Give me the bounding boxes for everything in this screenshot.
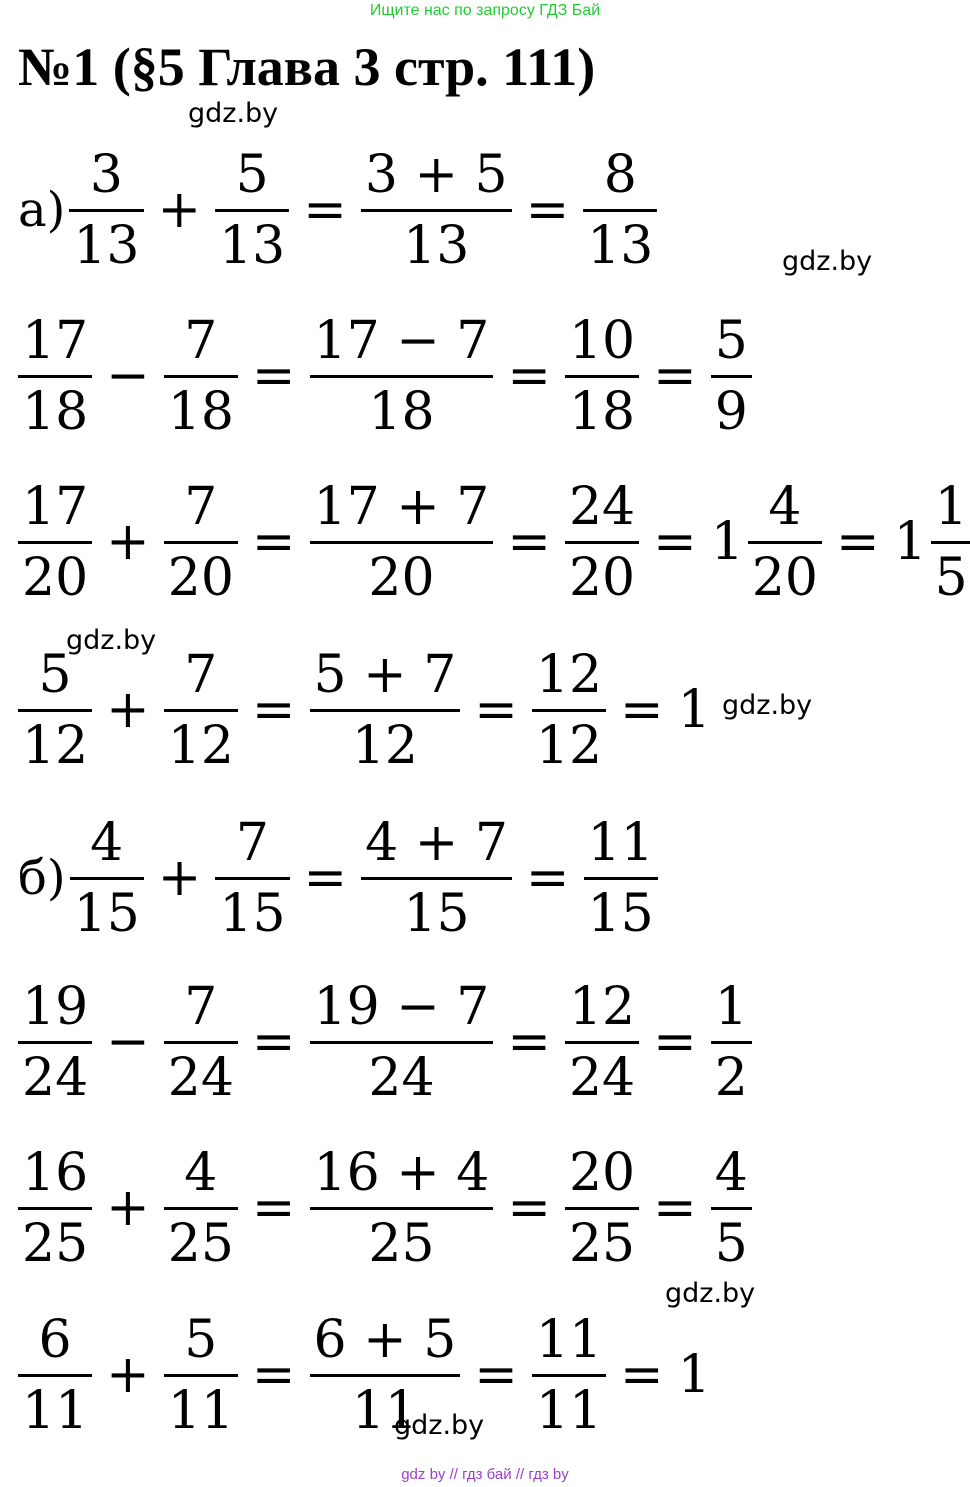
numerator: 6 + 5 [313,1309,457,1370]
equals-sign: = [251,1012,296,1072]
denominator: 12 [535,715,603,776]
equals-sign: = [525,848,570,908]
result-value: 1 [677,680,711,740]
denominator: 11 [167,1380,234,1441]
denominator: 20 [568,547,636,608]
numerator: 19 − 7 [313,976,490,1037]
fraction [565,476,639,608]
fraction [310,476,494,608]
denominator: 11 [535,1380,603,1441]
fraction [310,310,494,442]
denominator: 11 [351,1380,418,1441]
numerator: 3 + 5 [364,144,508,205]
watermark: gdz.by [188,98,279,129]
numerator: 24 [568,476,636,537]
watermark: gdz.by [665,1278,756,1309]
operator: + [157,848,202,908]
numerator: 20 [568,1142,636,1203]
denominator: 25 [368,1213,435,1274]
equals-sign: = [507,1178,551,1238]
fraction [361,812,512,944]
numerator: 17 [22,476,89,537]
numerator: 4 + 7 [365,812,508,873]
watermark: gdz.by [782,246,873,277]
denominator: 12 [351,715,418,776]
equals-sign: = [507,1012,551,1072]
equals-sign: = [507,512,551,572]
fraction [18,1142,92,1274]
numerator: 12 [535,644,603,705]
result-value: 1 [677,1345,711,1405]
equation-row [18,306,752,446]
fraction [584,812,658,944]
equals-sign: = [303,848,348,908]
top-banner: Ищите нас по запросу ГДЗ Бай [369,2,601,19]
fraction [164,310,238,442]
numerator: 4 [90,812,124,873]
fraction [164,644,238,776]
watermark: gdz.by [722,690,813,721]
fraction [532,644,606,776]
numerator: 11 [587,812,654,873]
equals-sign: = [251,1345,296,1405]
denominator: 13 [587,215,654,276]
numerator: 5 [184,1309,218,1370]
fraction [310,1142,494,1274]
numerator: 7 [235,812,269,873]
denominator: 15 [73,883,140,944]
fraction [18,644,92,776]
denominator: 25 [22,1213,89,1274]
denominator: 15 [403,883,470,944]
numerator: 5 [714,310,748,371]
numerator: 16 [22,1142,89,1203]
equals-sign: = [251,680,296,740]
denominator: 20 [751,547,818,608]
numerator: 11 [535,1309,603,1370]
part-label: а) [18,182,66,238]
denominator: 15 [219,883,286,944]
denominator: 20 [167,547,234,608]
equals-sign: = [507,346,551,406]
equals-sign: = [653,1012,697,1072]
denominator: 12 [167,715,234,776]
fraction [69,144,143,276]
equals-sign: = [653,1178,697,1238]
equals-sign: = [620,680,664,740]
operator: + [106,680,150,740]
numerator: 8 [603,144,637,205]
numerator: 5 [235,144,269,205]
numerator: 5 [38,644,72,705]
numerator: 10 [568,310,636,371]
denominator: 18 [167,381,234,442]
denominator: 2 [714,1047,748,1108]
fraction [310,976,494,1108]
part-label: б) [18,850,66,906]
fraction [565,1142,639,1274]
numerator: 1 [714,976,748,1037]
watermark: gdz.by [394,1410,485,1441]
equals-sign: = [474,1345,518,1405]
numerator: 4 [714,1142,748,1203]
equation-row [18,808,658,948]
denominator: 12 [22,715,89,776]
numerator: 19 [22,976,89,1037]
equation-row [18,472,970,612]
denominator: 20 [22,547,89,608]
equals-sign: = [620,1345,664,1405]
fraction [361,144,512,276]
numerator: 17 + 7 [313,476,490,537]
fraction [215,144,289,276]
equals-sign: = [835,512,880,572]
operator: + [106,1178,150,1238]
numerator: 3 [89,144,123,205]
equation-row [18,1138,752,1278]
fraction [310,644,461,776]
equals-sign: = [251,1178,296,1238]
denominator: 13 [73,215,140,276]
operator: + [106,512,150,572]
fraction [711,1142,752,1274]
watermark: gdz.by [66,625,157,656]
equals-sign: = [303,180,347,240]
operator: + [157,180,202,240]
fraction [18,976,92,1108]
equation-row [18,1305,715,1445]
equals-sign: = [653,346,697,406]
denominator: 5 [934,547,968,608]
bottom-banner: gdz by // гдз бай // гдз by [401,1466,569,1483]
denominator: 24 [368,1047,435,1108]
numerator: 6 [38,1309,72,1370]
fraction [711,976,752,1108]
fraction [164,476,238,608]
denominator: 18 [368,381,435,442]
numerator: 7 [184,310,218,371]
denominator: 25 [167,1213,234,1274]
fraction [565,310,639,442]
fraction [18,1309,92,1441]
fraction [532,1309,606,1441]
fraction [565,976,639,1108]
denominator: 18 [568,381,636,442]
fraction [70,812,144,944]
numerator: 5 + 7 [313,644,457,705]
fraction [931,476,970,608]
fraction [18,310,92,442]
page-title: №1 (§5 Глава 3 стр. 111) [18,37,596,97]
numerator: 7 [184,644,218,705]
denominator: 24 [167,1047,234,1108]
numerator: 4 [184,1142,218,1203]
fraction [583,144,657,276]
operator: + [106,1345,150,1405]
equals-sign: = [474,680,518,740]
operator: − [106,1012,150,1072]
equation-row [18,972,752,1112]
fraction [310,1309,461,1441]
fraction [164,976,238,1108]
fraction [164,1142,238,1274]
denominator: 20 [368,547,435,608]
operator: − [106,346,150,406]
numerator: 16 + 4 [313,1142,490,1203]
denominator: 24 [568,1047,636,1108]
denominator: 15 [587,883,654,944]
denominator: 13 [403,215,470,276]
fraction [18,476,92,608]
fraction [215,812,289,944]
denominator: 24 [22,1047,89,1108]
denominator: 18 [22,381,89,442]
denominator: 13 [219,215,286,276]
denominator: 25 [568,1213,636,1274]
equation-row [18,140,657,280]
numerator: 7 [184,976,218,1037]
fraction [711,310,752,442]
equals-sign: = [251,512,296,572]
denominator: 5 [714,1213,748,1274]
numerator: 17 [22,310,89,371]
whole-part: 1 [893,512,927,572]
equals-sign: = [251,346,296,406]
equals-sign: = [653,512,697,572]
denominator: 11 [22,1380,89,1441]
denominator: 9 [714,381,748,442]
numerator: 7 [184,476,218,537]
equals-sign: = [525,180,570,240]
numerator: 4 [768,476,802,537]
equation-row [18,640,715,780]
numerator: 1 [934,476,968,537]
whole-part: 1 [710,512,744,572]
numerator: 17 − 7 [313,310,490,371]
numerator: 12 [568,976,636,1037]
fraction [748,476,822,608]
fraction [164,1309,238,1441]
